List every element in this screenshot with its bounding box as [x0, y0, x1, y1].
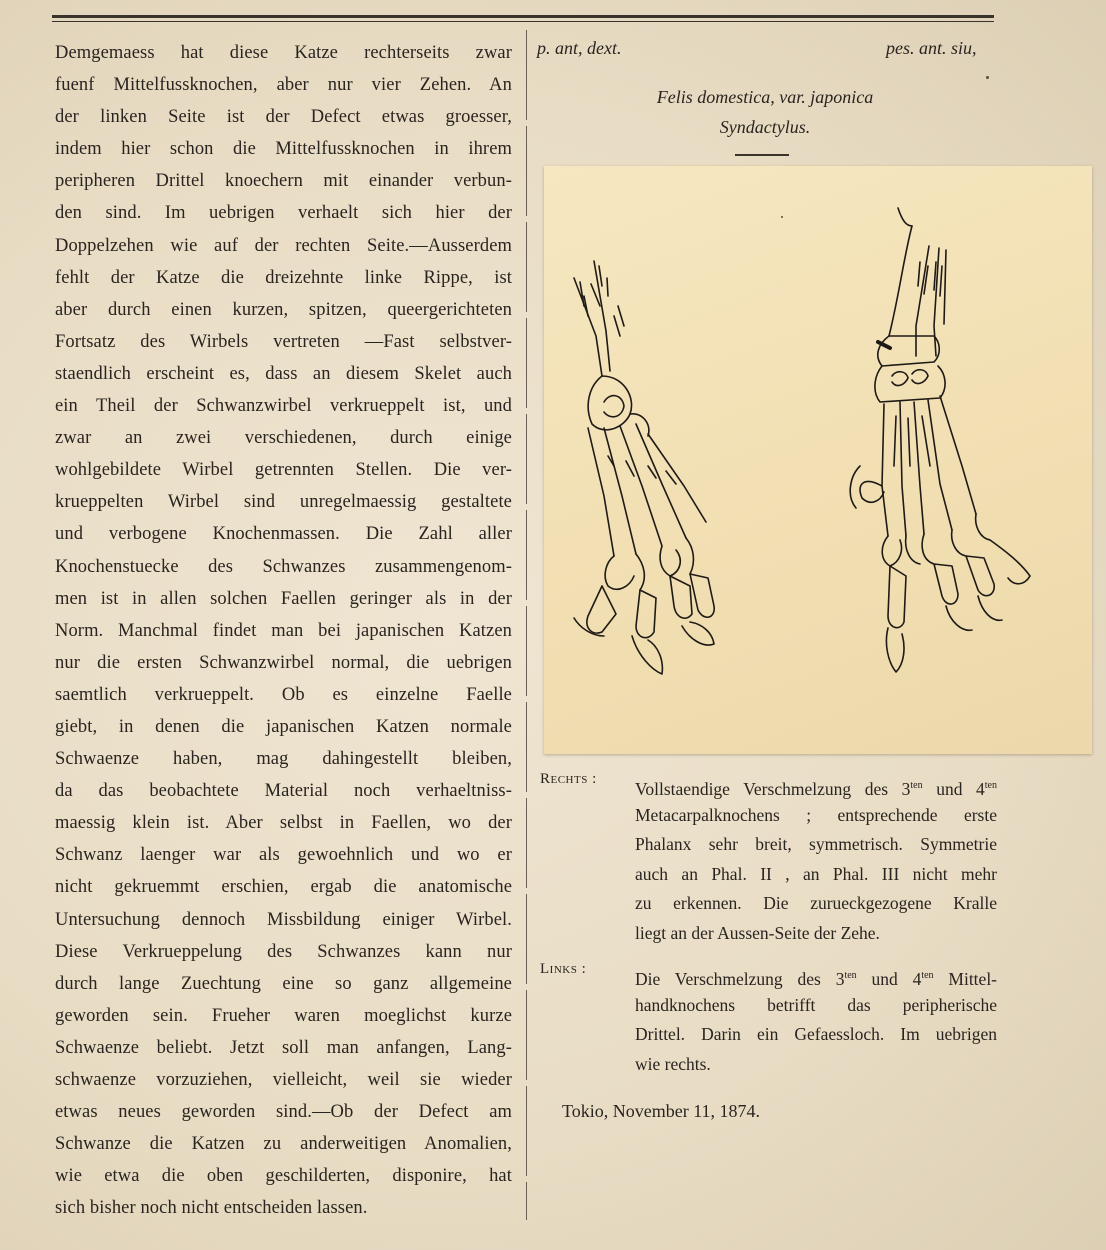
right-forepaw-skeleton [574, 261, 714, 674]
text-line: maessig klein ist. Aber selbst in Faellen, wo der [55, 813, 512, 834]
text-line: indem hier schon die Mittelfussknochen in ihrem [55, 139, 512, 160]
skeleton-illustration [544, 166, 1092, 754]
caption-label-rechts: Rechts : [540, 771, 597, 787]
text-line: Metacarpalknochens ; entsprechende erste [635, 804, 997, 825]
caption-text-rechts [635, 771, 997, 948]
header-right-label: pes. ant. siu, [886, 38, 977, 58]
paper-speck [986, 76, 989, 79]
date-line: Tokio, November 11, 1874. [562, 1101, 761, 1121]
caption-text-links [635, 961, 997, 1079]
text-line: zu erkennen. Die zurueckgezogene Kralle [635, 893, 997, 913]
text-line: sich bisher noch nicht entscheiden lassen. [55, 1198, 368, 1219]
text-line: Norm. Manchmal findet man bei japanischen Katzen [55, 620, 512, 641]
text-line: auch an Phal. II , an Phal. III nicht mehr [635, 863, 997, 884]
text-line: aber durch einen kurzen, spitzen, queergerichteten [55, 299, 512, 320]
text-line: wohlgebildete Wirbel getrennten Stellen. Die ver- [55, 460, 512, 481]
header-left-label: p. ant, dext. [537, 38, 622, 58]
text-line: zwar an zwei verschiedenen, durch einige [55, 428, 512, 449]
species-title [540, 82, 990, 142]
text-line: handknochens betrifft das peripherische [635, 994, 997, 1015]
left-text-column [55, 37, 512, 1224]
text-line: krueppelten Wirbel sind unregelmaessig gestaltete [55, 492, 512, 513]
text-line: wie rechts. [635, 1053, 711, 1074]
text-line: giebt, in denen die japanischen Katzen normale [55, 716, 512, 737]
text-line: schwaenze vorzuziehen, vielleicht, weil sie wieder [55, 1070, 512, 1090]
text-line: Knochenstuecke des Schwanzes zusammengenom- [55, 556, 512, 577]
text-line: Drittel. Darin ein Gefaessloch. Im uebrigen [635, 1024, 997, 1044]
top-rule [52, 15, 994, 18]
text-line: nur die ersten Schwanzwirbel normal, die uebrigen [55, 652, 512, 673]
text-line: Schwanz laenger war als gewoehnlich und wo er [55, 845, 512, 866]
text-line: und verbogene Knochenmassen. Die Zahl aller [55, 524, 512, 545]
text-line: Vollstaendige Verschmelzung des $3^{ten}$ und $4^{ten}$ [635, 778, 997, 799]
left-forepaw-skeleton [850, 208, 1030, 672]
text-line: der linken Seite ist der Defect etwas groesser, [55, 107, 512, 128]
text-line: geworden sein. Frueher waren moeglichst kurze [55, 1005, 512, 1026]
text-line: nicht gekruemmt erschien, ergab die anatomische [55, 877, 512, 898]
text-line: Die Verschmelzung des $3^{ten}$ und $4^{ten}$ Mittel- [635, 968, 998, 989]
text-line: ein Theil der Schwanzwirbel verkrueppelt ist, und [55, 396, 512, 417]
paw-skeleton-drawing [544, 166, 1092, 754]
text-line: liegt an der Aussen-Seite der Zehe. [635, 922, 880, 943]
text-line: den sind. Im uebrigen verhaelt sich hier der [55, 203, 512, 224]
text-line: Untersuchung dennoch Missbildung einiger Wirbel. [55, 909, 512, 930]
column-divider [526, 30, 527, 1220]
text-line: durch lange Zuechtung eine so ganz allgemeine [55, 973, 512, 994]
species-line-2: Syndactylus. [719, 117, 811, 137]
top-rule-thin [52, 21, 994, 22]
text-line: peripheren Drittel knoechern mit einander verbun- [55, 171, 512, 192]
text-line: Schwanze die Katzen zu anderweitigen Anomalien, [55, 1134, 512, 1155]
text-line: Schwaenze beliebt. Jetzt soll man anfangen, Lang- [55, 1037, 512, 1058]
text-line: men ist in allen solchen Faellen geringer als in der [55, 588, 512, 609]
text-line: fuenf Mittelfussknochen, aber nur vier Zehen. An [55, 75, 512, 96]
paper-speck [781, 216, 783, 218]
text-line: Schwaenze haben, mag dahingestellt bleiben, [55, 749, 512, 770]
text-line: Doppelzehen wie auf der rechten Seite.—Ausserdem [55, 235, 512, 256]
text-line: fehlt der Katze die dreizehnte linke Rippe, ist [55, 267, 512, 288]
text-line: etwas neues geworden sind.—Ob der Defect am [55, 1102, 512, 1123]
text-line: Fortsatz des Wirbels vertreten —Fast selbstver- [55, 331, 512, 352]
text-line: Phalanx sehr breit, symmetrisch. Symmetrie [635, 834, 997, 854]
text-line: staendlich erscheint es, dass an diesem Skelet auch [55, 363, 512, 384]
title-rule [735, 154, 789, 156]
text-line: da das beobachtete Material noch verhaeltniss- [55, 781, 512, 802]
text-line: Demgemaess hat diese Katze rechterseits zwar [55, 43, 512, 63]
species-line-1: Felis domestica, var. japonica [656, 87, 874, 107]
text-line: wie etwa die oben geschilderten, disponire, hat [55, 1166, 512, 1187]
text-line: Diese Verkrueppelung des Schwanzes kann nur [55, 941, 512, 962]
caption-label-links: Links : [540, 961, 587, 977]
text-line: saemtlich verkrueppelt. Ob es einzelne Faelle [55, 684, 512, 705]
